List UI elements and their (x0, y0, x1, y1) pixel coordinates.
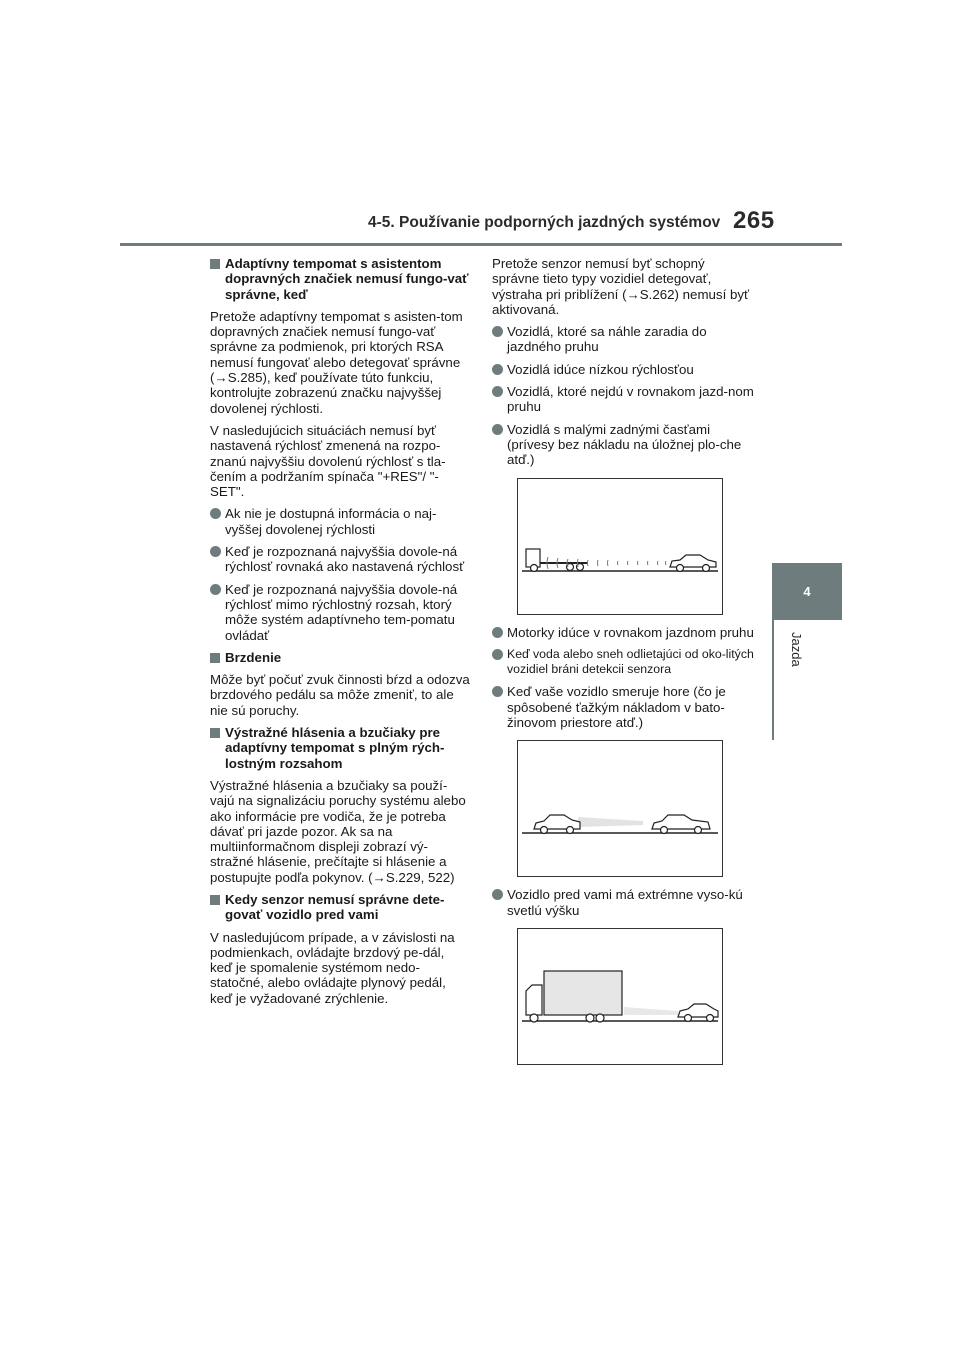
heading-braking: Brzdenie (210, 650, 470, 665)
bullet-item: Keď je rozpoznaná najvyššia dovole-ná rýchlosť rovnaká ako nastavená rýchlosť (210, 544, 470, 575)
bullet-item: Vozidlo pred vami má extrémne vyso-kú svetlú výšku (492, 887, 754, 918)
bullet-item: Vozidlá s malými zadnými časťami (prívesy bez nákladu na úložnej plo-che atď.) (492, 422, 754, 468)
bullet-item: Keď vaše vozidlo smeruje hore (čo je spôsobené ťažkým nákladom v bato-žinovom priestore atď.) (492, 684, 754, 730)
bullet-item: Motorky idúce v rovnakom jazdnom pruhu (492, 625, 754, 640)
right-column (492, 256, 754, 1075)
figure-uphill (517, 740, 723, 877)
figure-low-trailer (517, 478, 723, 615)
paragraph-situations: V nasledujúcich situáciách nemusí byť nastavená rýchlosť zmenená na rozpo-znanú najvyššiu dovolenú rýchlosť s tla-čením a podržaním spínača "+RES"/ "-SET". (210, 422, 446, 500)
trailer-illustration (518, 479, 722, 614)
paragraph-sensor: V nasledujúcom prípade, a v závislosti na podmienkach, ovládajte brzdový pe-dál, keď je spomalenie systémom nedo-statočné, alebo ovládajte plynový pedál, keď je vyžadované zrýchlenie. (210, 929, 455, 1006)
header-rule (120, 243, 842, 246)
heading-rsa: Adaptívny tempomat s asistentom dopravných značiek nemusí fungo-vať správne, keď (210, 256, 470, 302)
paragraph-braking: Môže byť počuť zvuk činnosti bŕzd a odozva brzdového pedálu sa môže zmeniť, to ale nie sú poruchy. (210, 672, 470, 718)
paragraph-warnings: Výstražné hlásenia a bzučiaky sa použí-vajú na signalizáciu poruchy systému alebo ako informácie pre vodiča, že je potreba dávať pri jazde pozor. Ak sa na multiinformačnom displeji zobrazí vý-stražné hlásenie, prečítajte si hlásenie a postupujte podľa pokynov. (→S.229, 522) (210, 777, 466, 885)
chapter-tab: 4 (772, 563, 842, 620)
bullet-item: Vozidlá, ktoré nejdú v rovnakom jazd-nom pruhu (492, 384, 754, 415)
bullet-item: Vozidlá idúce nízkou rýchlosťou (492, 362, 754, 377)
chapter-rule (772, 620, 774, 740)
page-number: 265 (733, 207, 775, 234)
two-cars-illustration (518, 741, 722, 876)
bullet-item: Keď voda alebo sneh odlietajúci od oko-litých vozidiel bráni detekcii senzora (492, 647, 754, 678)
bullet-item: Keď je rozpoznaná najvyššia dovole-ná rýchlosť mimo rýchlostný rozsah, ktorý môže systém adaptívneho tem-pomatu ovládať (210, 582, 470, 643)
section-title: 4-5. Používanie podporných jazdných systémov (368, 214, 721, 231)
figure-high-truck (517, 928, 723, 1065)
heading-sensor: Kedy senzor nemusí správne dete-govať vozidlo pred vami (210, 892, 470, 923)
bullet-item: Ak nie je dostupná informácia o naj-vyššej dovolenej rýchlosti (210, 506, 470, 537)
left-column (210, 256, 470, 1013)
chapter-label: Jazda (789, 632, 804, 667)
paragraph-rsa: Pretože adaptívny tempomat s asisten-tom dopravných značiek nemusí fungo-vať správne za podmienok, pri ktorých RSA nemusí fungovať alebo detegovať správne (→S.285), keď používate túto funkciu, kontrolujte zobrazenú značku najvyššej dovolenej rýchlosti. (210, 308, 463, 416)
heading-warnings: Výstražné hlásenia a bzučiaky pre adaptívny tempomat s plným rých-lostným rozsahom (210, 725, 470, 771)
bullet-item: Vozidlá, ktoré sa náhle zaradia do jazdného pruhu (492, 324, 754, 355)
paragraph-detection: Pretože senzor nemusí byť schopný správne tieto typy vozidiel detegovať, výstraha pri priblížení (→S.262) nemusí byť aktivovaná. (492, 256, 749, 317)
truck-illustration (518, 929, 722, 1064)
